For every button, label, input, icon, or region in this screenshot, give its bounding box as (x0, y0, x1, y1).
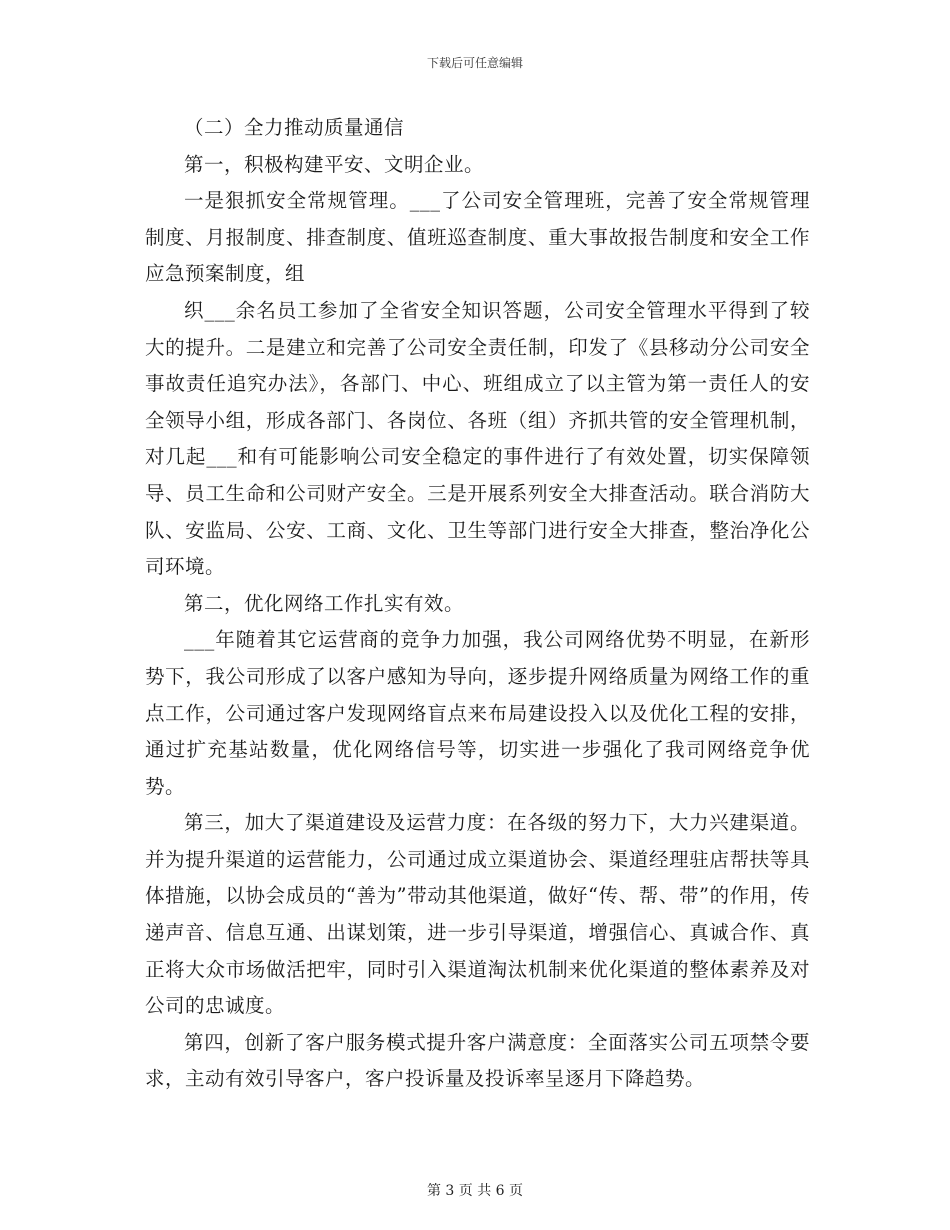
section-heading: （二）全力推动质量通信 (184, 116, 405, 139)
paragraph: 第三，加大了渠道建设及运营力度：在各级的努力下，大力兴建渠道。并为提升渠道的运营能力，公司通过成立渠道协会、渠道经理驻店帮扶等具体措施，以协会成员的“善为”带动其他渠道，做好“传、帮、带”的作用，传递声音、信息互通、出谋划策，进一步引导渠道，增强信心、真诚合作、真正将大众市场做活把牢，同时引入渠道淘汰机制来优化渠道的整体素养及对公司的忠诚度。 (145, 811, 810, 1018)
page-header: 下载后可任意编辑 (426, 56, 523, 70)
paragraph: 第四，创新了客户服务模式提升客户满意度：全面落实公司五项禁令要求，主动有效引导客户，客户投诉量及投诉率呈逐月下降趋势。 (145, 1030, 810, 1091)
paragraph: 一是狠抓安全常规管理。___了公司安全管理班，完善了安全常规管理制度、月报制度、排查制度、值班巡查制度、重大事故报告制度和安全工作应急预案制度，组 (145, 189, 810, 286)
page-number: 第 3 页 共 6 页 (426, 1183, 524, 1199)
document-body (145, 110, 810, 1098)
paragraph: 第二，优化网络工作扎实有效。 (184, 591, 465, 615)
paragraph: ___年随着其它运营商的竞争力加强，我公司网络优势不明显，在新形势下，我公司形成了以客户感知为导向，逐步提升网络质量为网络工作的重点工作，公司通过客户发现网络盲点来布局建设投入以及优化工程的安排，通过扩充基站数量，优化网络信号等，切实进一步强化了我司网络竞争优势。 (145, 628, 810, 798)
paragraph: 织___余名员工参加了全省安全知识答题，公司安全管理水平得到了较大的提升。二是建立和完善了公司安全责任制，印发了《县移动分公司安全事故责任追究办法》，各部门、中心、班组成立了以主管为第一责任人的安全领导小组，形成各部门、各岗位、各班（组）齐抓共管的安全管理机制，对几起___和有可能影响公司安全稳定的事件进行了有效处置，切实保障领导、员工生命和公司财产安全。三是开展系列安全大排查活动。联合消防大队、安监局、公安、工商、文化、卫生等部门进行安全大排查，整治净化公司环境。 (145, 298, 810, 579)
paragraph: 第一，积极构建平安、文明企业。 (184, 152, 485, 176)
